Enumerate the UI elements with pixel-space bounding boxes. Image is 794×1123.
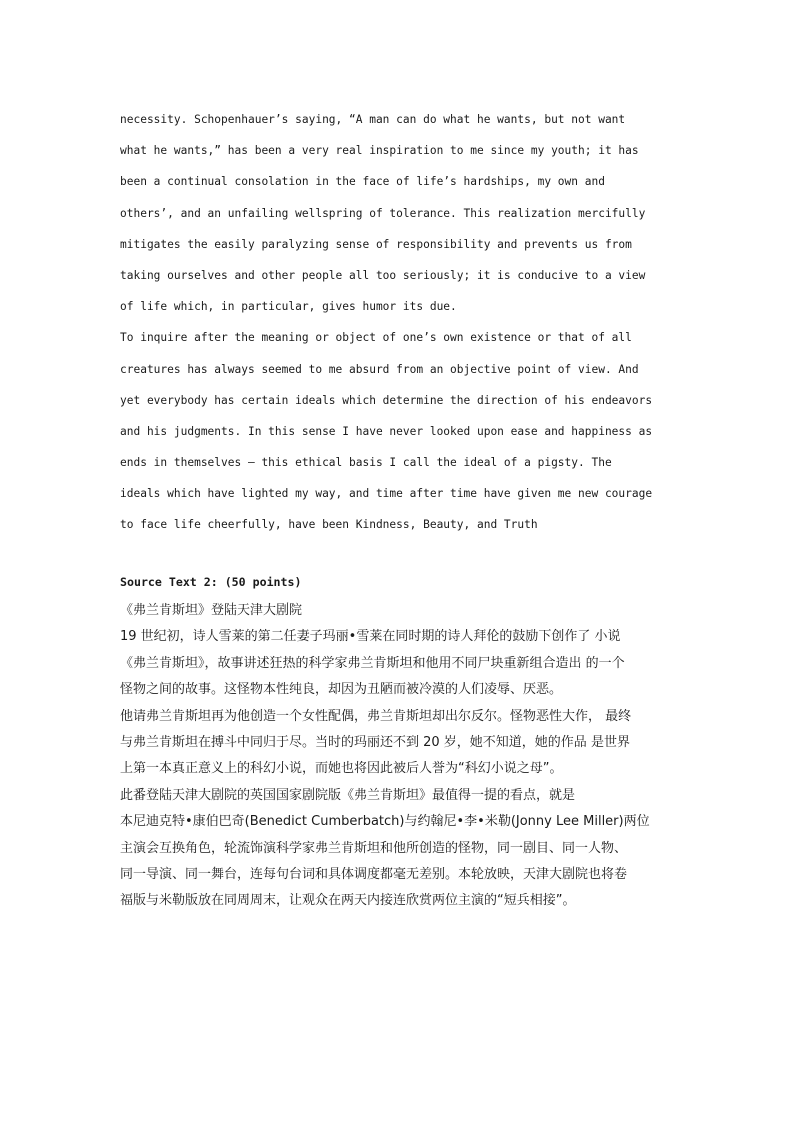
source-text-2-heading: Source Text 2: (50 points) [120,575,302,589]
chinese-line: 福版与米勒版放在同周周末，让观众在两天内接连欣赏两位主演的“短兵相接”。 [120,893,576,909]
english-line: creatures has always seemed to me absurd from an objective point of view. And [120,362,639,376]
source-text-2-chinese-passage [120,598,680,915]
chinese-line: 本尼迪克特•康伯巴奇(Benedict Cumberbatch)与约翰尼•李•米勒(Jonny Lee Miller)两位 [120,814,650,830]
english-line: been a continual consolation in the face of life’s hardships, my own and [120,175,605,189]
english-line: to face life cheerfully, have been Kindness, Beauty, and Truth [120,518,538,532]
chinese-line: 上第一本真正意义上的科幻小说，而她也将因此被后人誉为“科幻小说之母”。 [120,761,563,777]
english-line: necessity. Schopenhauer’s saying, “A man can do what he wants, but not want [120,113,626,126]
english-line: ideals which have lighted my way, and time after time have given me new courage [120,487,653,501]
english-line: of life which, in particular, gives humor its due. [120,300,457,314]
chinese-line: 此番登陆天津大剧院的英国国家剧院版《弗兰肯斯坦》最值得一提的看点，就是 [120,787,576,803]
chinese-line: 《弗兰肯斯坦》，故事讲述狂热的科学家弗兰肯斯坦和他用不同尸块重新组合造出 的一个 [120,655,625,671]
english-line: To inquire after the meaning or object of one’s own existence or that of all [120,331,632,345]
english-line: ends in themselves — this ethical basis I call the ideal of a pigsty. The [120,456,612,470]
chinese-line: 同一导演、同一舞台，连每句台词和具体调度都毫无差别。本轮放映，天津大剧院也将卷 [120,866,628,882]
english-line: what he wants,” has been a very real inspiration to me since my youth; it has [120,144,639,158]
source-text-1-english-passage [120,104,680,541]
english-line: yet everybody has certain ideals which determine the direction of his endeavors [120,393,653,407]
chinese-line: 19 世纪初，诗人雪莱的第二任妻子玛丽•雪莱在同时期的诗人拜伦的鼓励下创作了 小说 [120,629,621,645]
english-line: taking ourselves and other people all too seriously; it is conducive to a view [120,268,646,282]
english-line: and his judgments. In this sense I have never looked upon ease and happiness as [120,424,653,438]
chinese-line: 他请弗兰肯斯坦再为他创造一个女性配偶，弗兰肯斯坦却出尔反尔。怪物恶性大作， 最终 [120,708,632,724]
chinese-line: 主演会互换角色，轮流饰演科学家弗兰肯斯坦和他所创造的怪物，同一剧目、同一人物、 [120,840,628,856]
english-line: mitigates the easily paralyzing sense of responsibility and prevents us from [120,237,632,251]
chinese-title-line: 《弗兰肯斯坦》登陆天津大剧院 [120,603,303,618]
english-line: others’, and an unfailing wellspring of tolerance. This realization mercifully [120,206,646,220]
chinese-line: 与弗兰肯斯坦在搏斗中同归于尽。当时的玛丽还不到 20 岁，她不知道，她的作品 是世界 [120,734,630,750]
chinese-line: 怪物之间的故事。这怪物本性纯良，却因为丑陋而被冷漠的人们凌辱、厌恶。 [120,682,563,698]
